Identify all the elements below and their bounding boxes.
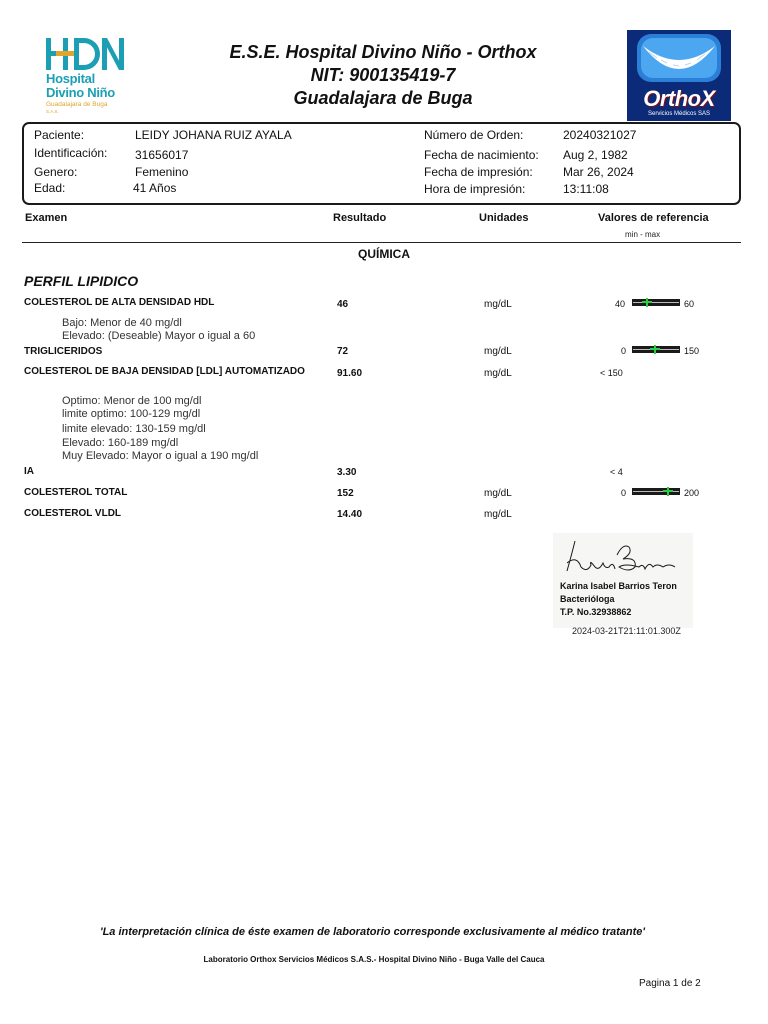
patient-name-label: Paciente: — [34, 128, 85, 142]
reference-note: limite elevado: 130-159 mg/dl — [62, 423, 206, 435]
reference-note: Elevado: (Deseable) Mayor o igual a 60 — [62, 330, 256, 342]
table-row-value: 3.30 — [337, 467, 357, 478]
table-row-name: COLESTEROL DE BAJA DENSIDAD [LDL] AUTOMATIZADO — [24, 366, 305, 377]
orthox-logo-tagline: Servicios Médicos SAS — [647, 111, 711, 117]
page-number: Pagina 1 de 2 — [639, 978, 701, 989]
table-row-name: COLESTEROL TOTAL — [24, 487, 128, 498]
hospital-logo-city: Guadalajara de Buga — [46, 101, 108, 108]
patient-id: 31656017 — [135, 148, 189, 162]
table-row-max: 200 — [684, 488, 700, 498]
table-row-value: 46 — [337, 299, 349, 310]
patient-name: LEIDY JOHANA RUIZ AYALA — [135, 128, 292, 142]
print-date-label: Fecha de impresión: — [424, 165, 533, 179]
table-row-unit: mg/dL — [484, 346, 512, 357]
reference-note: Bajo: Menor de 40 mg/dl — [62, 317, 182, 329]
title-nit: NIT: 900135419-7 — [310, 65, 456, 85]
table-row-unit: mg/dL — [484, 299, 512, 310]
table-row-value: 14.40 — [337, 509, 363, 520]
footer-lab-info: Laboratorio Orthox Servicios Médicos S.A.S.- Hospital Divino Niño - Buga Valle del Cauca — [203, 955, 545, 964]
table-row-max: 150 — [684, 346, 700, 356]
orthox-logo — [627, 30, 731, 121]
report-title — [200, 41, 566, 110]
hospital-logo-name: Hospital Divino Niño — [46, 71, 115, 100]
reference-range-bar — [632, 299, 680, 306]
hospital-logo-sas: S.A.S. — [46, 109, 59, 114]
table-row-max: 60 — [684, 299, 695, 309]
section-title: QUÍMICA — [358, 247, 410, 261]
reference-note: Elevado: 160-189 mg/dl — [62, 437, 179, 449]
col-header-exam: Examen — [25, 212, 68, 224]
footer-disclaimer: 'La interpretación clínica de éste examen de laboratorio corresponde exclusivamente al médico tratante' — [99, 926, 646, 938]
table-row-value: 152 — [337, 488, 354, 499]
handwritten-signature — [553, 533, 693, 583]
birth-date-label: Fecha de nacimiento: — [424, 148, 539, 162]
table-row-reference: < 4 — [610, 467, 623, 477]
patient-age-label: Edad: — [34, 181, 66, 195]
reference-note: Optimo: Menor de 100 mg/dl — [62, 395, 202, 407]
hdn-logo-mark — [44, 36, 126, 72]
signer-name: Karina Isabel Barrios Teron — [560, 581, 677, 591]
print-time-label: Hora de impresión: — [424, 182, 526, 196]
reference-range-bar — [632, 488, 680, 495]
print-time: 13:11:08 — [563, 182, 609, 196]
table-row-min: 0 — [620, 488, 626, 498]
patient-gender-label: Genero: — [34, 165, 78, 179]
col-header-units: Unidades — [479, 212, 529, 224]
table-row-unit: mg/dL — [484, 488, 512, 499]
table-row-name: IA — [24, 466, 34, 477]
orthox-logo-name: OrthoX — [643, 86, 715, 111]
title-city: Guadalajara de Buga — [293, 88, 473, 108]
table-row-min: 0 — [620, 346, 626, 356]
signer-title: Bacterióloga — [560, 594, 615, 604]
table-row-reference: < 150 — [600, 368, 623, 378]
order-number: 20240321027 — [563, 128, 637, 142]
signer-license: T.P. No.32938862 — [560, 607, 632, 617]
signature-timestamp: 2024-03-21T21:11:01.300Z — [572, 626, 681, 636]
table-row-name: TRIGLICERIDOS — [24, 346, 103, 357]
header-divider — [22, 242, 741, 243]
patient-age: 41 Años — [133, 181, 177, 195]
group-title: PERFIL LIPIDICO — [24, 273, 139, 289]
order-number-label: Número de Orden: — [424, 128, 524, 142]
table-row-unit: mg/dL — [484, 368, 512, 379]
table-row-min: 40 — [614, 299, 625, 309]
birth-date: Aug 2, 1982 — [563, 148, 628, 162]
table-row-name: COLESTEROL VLDL — [24, 508, 122, 519]
table-row-name: COLESTEROL DE ALTA DENSIDAD HDL — [24, 297, 215, 308]
signature-block — [560, 580, 677, 619]
table-row-value: 72 — [337, 346, 349, 357]
reference-note: limite optimo: 100-129 mg/dl — [62, 408, 201, 420]
col-header-reference-sub: min - max — [625, 230, 661, 239]
table-row-value: 91.60 — [337, 368, 363, 379]
col-header-result: Resultado — [333, 212, 387, 224]
col-header-reference: Valores de referencia — [598, 212, 709, 224]
table-row-unit: mg/dL — [484, 509, 512, 520]
reference-note: Muy Elevado: Mayor o igual a 190 mg/dl — [62, 450, 259, 462]
print-date: Mar 26, 2024 — [563, 165, 634, 179]
title-hospital: E.S.E. Hospital Divino Niño - Orthox — [229, 42, 537, 62]
patient-gender: Femenino — [135, 165, 189, 179]
patient-id-label: Identificación: — [34, 146, 108, 160]
reference-range-bar — [632, 346, 680, 353]
